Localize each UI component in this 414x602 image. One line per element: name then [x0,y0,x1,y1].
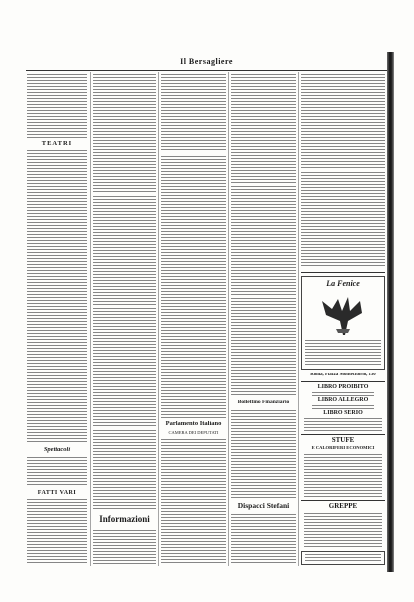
article-text-block [27,150,87,238]
article-text-block [161,439,226,565]
article-text-block [231,298,296,396]
section-heading-teatri: TEATRI [41,141,73,147]
column-rule [158,72,159,566]
section-heading-dispacci: Dispacci Stefani [237,502,290,510]
section-heading-parlamento: Parlamento Italiano [165,421,222,427]
masthead-rule [26,70,387,71]
column-rule [90,72,91,566]
ad-fenice-title: La Fenice [326,280,360,288]
ad-text-block [304,513,382,548]
ad-divider [301,500,385,501]
article-text-block [27,74,87,138]
ad-stufe: STUFE [331,437,355,444]
ad-divider [301,381,385,382]
article-text-block [93,430,156,510]
ad-text-block [312,392,374,396]
article-text-block [231,514,296,565]
article-text-block [27,457,87,487]
ad-text-block [304,418,382,432]
section-heading-informazioni: Informazioni [99,515,150,524]
article-text-block [231,74,296,184]
ad-text-block [305,554,381,562]
article-text-block [27,499,87,565]
ad-libro-serio: LIBRO SERIO [323,410,363,416]
article-text-block [93,530,156,565]
masthead-title: Il Bersagliere [180,58,233,66]
page-edge-shadow [387,52,394,572]
article-text-block [27,342,87,444]
article-text-block [161,156,226,256]
ads-divider [301,272,385,273]
ad-address: Roma, Piazza Montecitorio, 130 [310,373,376,377]
section-heading-bollettino: Bollettino Finanziario [237,400,290,405]
article-text-block [93,74,156,194]
ad-divider [301,434,385,435]
article-text-block [231,410,296,498]
ad-illustration [318,291,368,337]
ad-text-block [305,340,381,366]
article-text-block [27,240,87,340]
section-heading-fatti-vari: FATTI VARI [37,490,77,496]
article-text-block [301,172,385,268]
ad-text-block [304,454,382,498]
ad-caloriferi: E CALORIFERI ECONOMICI [311,446,375,450]
article-text-block [93,308,156,428]
ad-libro-allegro: LIBRO ALLEGRO [317,397,369,403]
section-heading-spettacoli: Spettacoli [43,447,71,453]
article-text-block [231,186,296,296]
column-rule [298,72,299,566]
ad-text-block [312,405,374,409]
ad-libro-proibito: LIBRO PROIBITO [317,384,369,390]
column-rule [228,72,229,566]
section-subheading-camera: CAMERA DEI DEPUTATI [168,431,219,435]
ad-greppe: GREPPE [328,503,358,510]
article-text-block [93,196,156,306]
article-text-block [301,74,385,170]
article-text-block [161,258,226,418]
article-text-block [161,74,226,152]
